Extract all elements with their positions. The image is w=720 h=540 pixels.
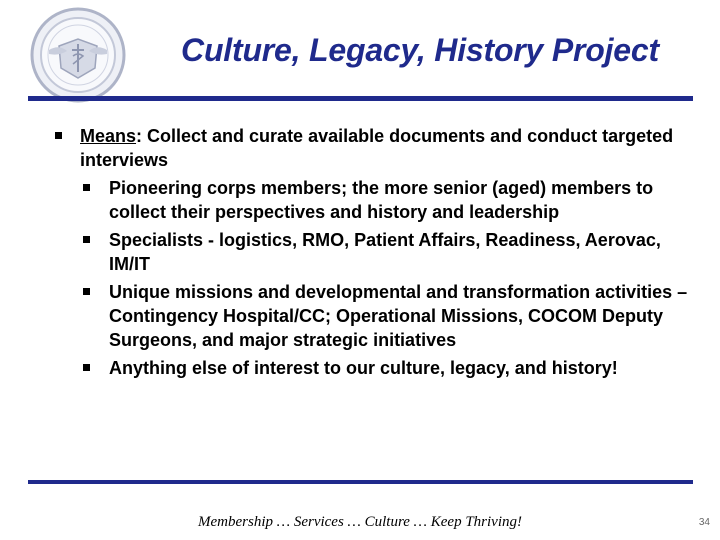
footer-tagline: Membership … Services … Culture … Keep Thriving! bbox=[198, 514, 522, 530]
square-bullet-icon bbox=[83, 364, 90, 371]
medical-service-corps-seal-icon bbox=[29, 6, 127, 104]
square-bullet-icon bbox=[83, 184, 90, 191]
main-bullet-means bbox=[55, 124, 695, 172]
title-divider bbox=[28, 96, 693, 101]
slide-title: Culture, Legacy, History Project bbox=[181, 32, 659, 68]
list-item bbox=[80, 228, 695, 276]
footer-divider bbox=[28, 480, 693, 484]
list-item-text: Specialists - logistics, RMO, Patient Affairs, Readiness, Aerovac, IM/IT bbox=[109, 230, 661, 274]
list-item-text: Pioneering corps members; the more senior (aged) members to collect their perspectives and history and leadership bbox=[109, 178, 654, 222]
sub-bullet-list bbox=[80, 176, 695, 380]
square-bullet-icon bbox=[55, 132, 62, 139]
list-item-text: Unique missions and developmental and transformation activities – Contingency Hospital/CC; Operational Missions, COCOM Deputy Surgeons, and major strategic initiatives bbox=[109, 282, 688, 350]
slide-content bbox=[55, 124, 695, 380]
square-bullet-icon bbox=[83, 288, 90, 295]
means-text: : Collect and curate available documents and conduct targeted interviews bbox=[80, 126, 674, 170]
list-item bbox=[80, 356, 695, 380]
list-item bbox=[80, 176, 695, 224]
square-bullet-icon bbox=[83, 236, 90, 243]
list-item bbox=[80, 280, 695, 352]
means-label: Means bbox=[80, 126, 137, 146]
list-item-text: Anything else of interest to our culture, legacy, and history! bbox=[109, 358, 618, 378]
page-number: 34 bbox=[698, 517, 710, 528]
